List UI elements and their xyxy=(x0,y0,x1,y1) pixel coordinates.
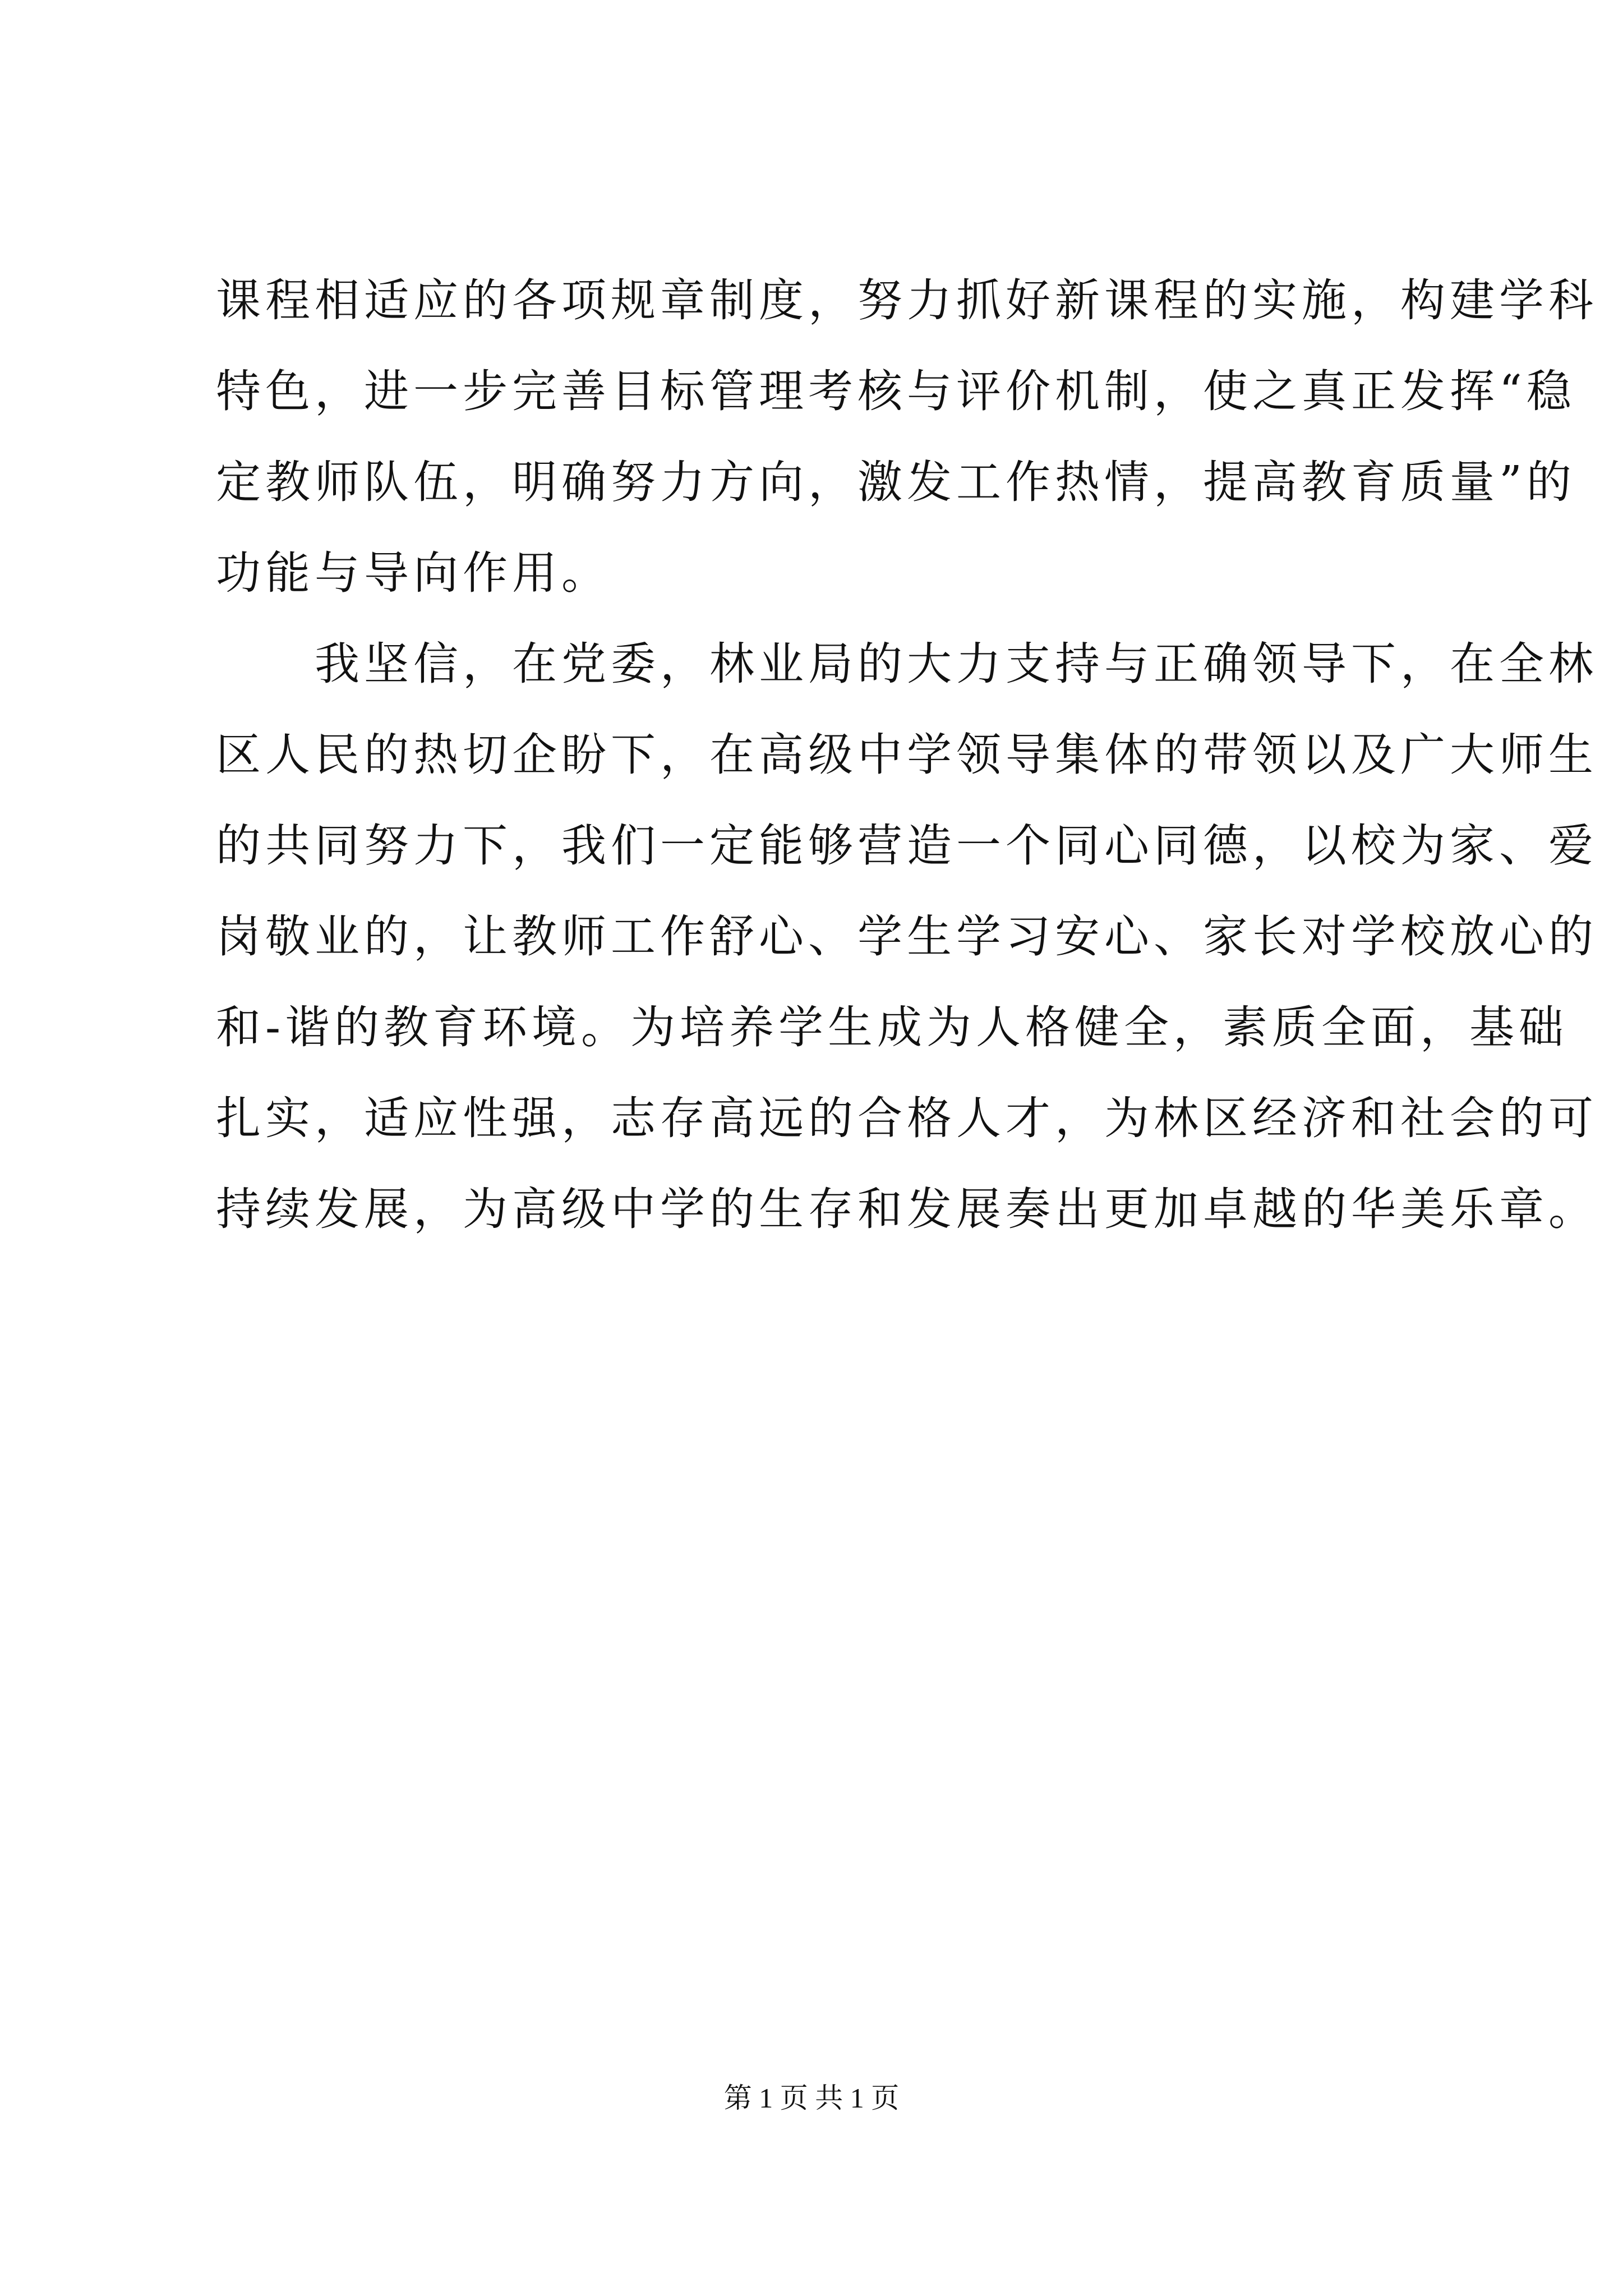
text-line: 的共同努力下，我们一定能够营造一个同心同德，以校为家、爱 xyxy=(216,820,1598,872)
text-line: 我坚信，在党委，林业局的大力支持与正确领导下，在全林 xyxy=(216,638,1598,690)
text-line: 定教师队伍，明确努力方向，激发工作热情，提高教育质量”的 xyxy=(216,456,1576,508)
text-line: 和-谐的教育环境。为培养学生成为人格健全，素质全面，基础 xyxy=(216,1001,1569,1053)
text-line: 岗敬业的，让教师工作舒心、学生学习安心、家长对学校放心的 xyxy=(216,910,1598,963)
text-line: 区人民的热切企盼下，在高级中学领导集体的带领以及广大师生 xyxy=(216,729,1598,781)
page-footer xyxy=(0,2078,1623,2118)
text-line: 扎实，适应性强，志存高远的合格人才，为林区经济和社会的可 xyxy=(216,1092,1598,1144)
text-line: 课程相适应的各项规章制度，努力抓好新课程的实施，构建学科 xyxy=(216,274,1598,326)
page-number-label: 第 1 页 共 1 页 xyxy=(723,2082,900,2114)
text-line: 持续发展，为高级中学的生存和发展奏出更加卓越的华美乐章。 xyxy=(216,1183,1598,1235)
text-line: 功能与导向作用。 xyxy=(216,547,611,599)
text-line: 特色，进一步完善目标管理考核与评价机制，使之真正发挥“稳 xyxy=(216,365,1576,417)
document-body xyxy=(216,255,1598,1255)
